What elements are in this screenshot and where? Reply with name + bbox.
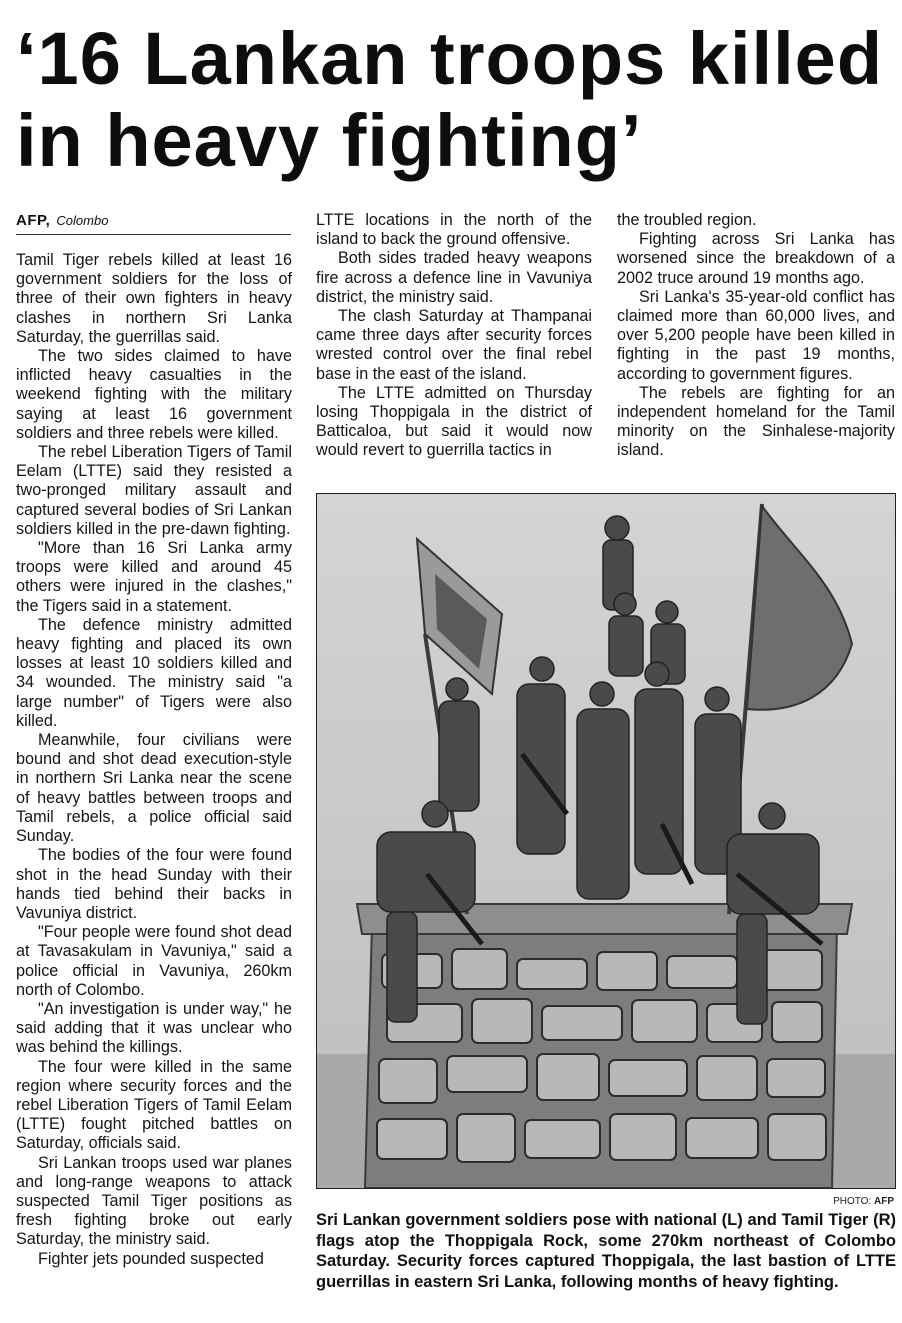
paragraph-continued: LTTE locations in the north of the island to back the ground offensive.	[316, 211, 592, 249]
paragraph: "An investigation is under way," he said adding that it was unclear who was behind the killings.	[16, 999, 292, 1057]
photo-credit	[700, 1196, 894, 1208]
paragraph: Tamil Tiger rebels killed at least 16 government soldiers for the loss of three of their own fighters in heavy clashes in northern Sri Lanka Saturday, the guerrillas said.	[16, 251, 292, 346]
paragraph: Both sides traded heavy weapons fire across a defence line in Vavuniya district, the ministry said.	[316, 249, 592, 306]
paragraph: The two sides claimed to have inflicted heavy casualties in the weekend fighting with the military saying at least 16 government soldiers and three rebels were killed.	[16, 347, 292, 442]
article-column-2	[316, 211, 592, 461]
photo-caption: Sri Lankan government soldiers pose with national (L) and Tamil Tiger (R) flags atop the Thoppigala Rock, some 270km northeast of Colombo Saturday. Security forces captured Thoppigala, the last bastion of LTTE guerrillas in eastern Sri Lanka, following months of heavy fighting.	[316, 1211, 896, 1291]
paragraph-continued: the troubled region.	[617, 211, 757, 229]
paragraph: The rebels are fighting for an independent homeland for the Tamil minority on the Sinhalese-majority island.	[617, 383, 895, 460]
paragraph: The bodies of the four were found shot in the head Sunday with their hands tied behind their backs in Vavuniya district.	[16, 846, 292, 922]
paragraph: "More than 16 Sri Lanka army troops were killed and around 45 others were injured in the clashes," the Tigers said in a statement.	[16, 539, 292, 615]
paragraph: The defence ministry admitted heavy fighting and placed its own losses at least 10 soldiers killed and 34 wounded. The ministry said "a large number" of Tigers were also killed.	[16, 615, 292, 730]
soldiers-on-rock-illustration	[317, 494, 895, 1188]
paragraph: Sri Lanka's 35-year-old conflict has claimed more than 60,000 lives, and over 5,200 people have been killed in fighting in the past 19 months, according to government figures.	[617, 287, 895, 383]
paragraph: Fighting across Sri Lanka has worsened since the breakdown of a 2002 truce around 19 months ago.	[617, 230, 895, 287]
photo-credit-source: AFP	[874, 1196, 894, 1207]
headline: ‘16 Lankan troops killed in heavy fighting’	[16, 17, 884, 182]
paragraph: Meanwhile, four civilians were bound and shot dead execution-style in northern Sri Lanka near the scene of heavy battles between troops and Tamil rebels, a police official said Sunday.	[16, 731, 292, 846]
paragraph: "Four people were found shot dead at Tavasakulam in Vavuniya," said a police official in Vavuniya, 260km north of Colombo.	[16, 923, 292, 999]
paragraph: The clash Saturday at Thampanai came three days after security forces wrested control over the final rebel base in the east of the island.	[316, 307, 592, 383]
article-column-1	[16, 251, 292, 1269]
byline-agency: AFP,	[16, 212, 51, 229]
byline	[16, 212, 291, 235]
article-column-3	[617, 211, 895, 461]
paragraph: Fighter jets pounded suspected	[38, 1249, 264, 1268]
paragraph: Sri Lankan troops used war planes and long-range weapons to attack suspected Tamil Tiger positions as fresh fighting broke out early Saturday, the ministry said.	[16, 1153, 292, 1249]
news-photo	[316, 493, 896, 1189]
paragraph: The LTTE admitted on Thursday losing Thoppigala in the district of Batticaloa, but said it would now would revert to guerrilla tactics in	[316, 383, 592, 460]
photo-credit-label: PHOTO:	[833, 1196, 872, 1207]
paragraph: The four were killed in the same region where security forces and the rebel Liberation Tigers of Tamil Eelam (LTTE) fought pitched battles on Saturday, officials said.	[16, 1057, 292, 1153]
paragraph: The rebel Liberation Tigers of Tamil Eelam (LTTE) said they resisted a two-pronged military assault and captured several bodies of Sri Lankan soldiers killed in the pre-dawn fighting.	[16, 443, 292, 538]
byline-place: Colombo	[56, 213, 109, 228]
